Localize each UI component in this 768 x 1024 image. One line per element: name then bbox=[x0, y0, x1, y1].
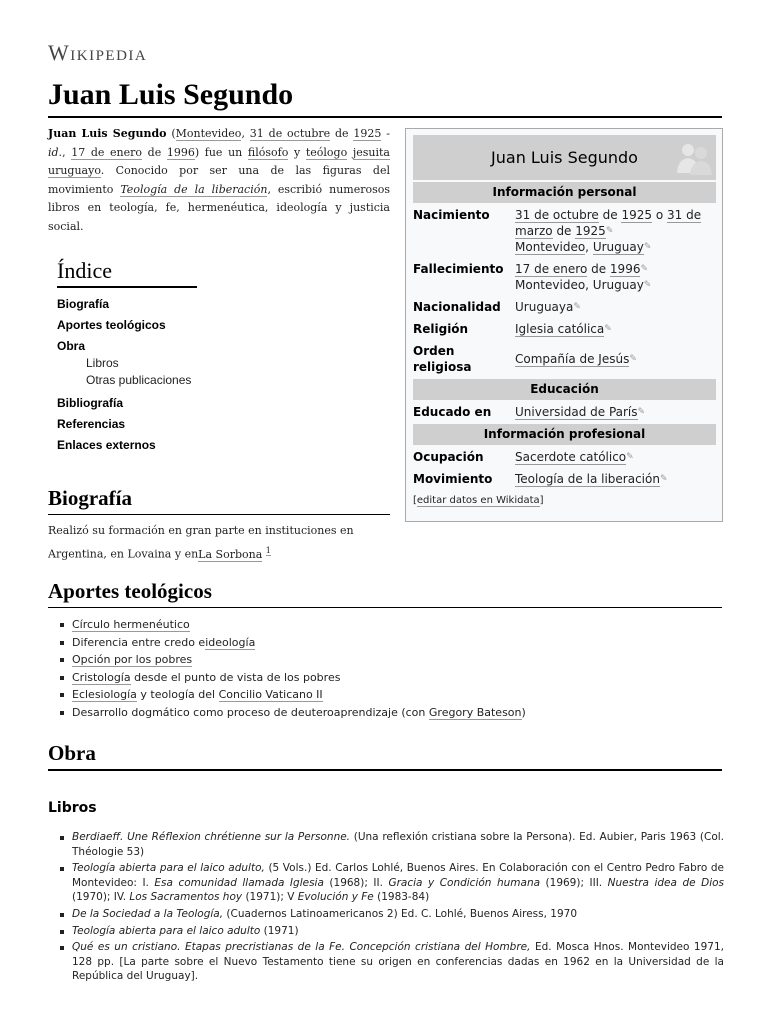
toc-item-referencias[interactable]: Referencias bbox=[57, 417, 126, 431]
biografia-paragraph: Realizó su formación en gran parte en instituciones en Argentina, en Lovaina y enLa Sorbona $^1$ bbox=[48, 524, 354, 561]
person-silhouette-icon bbox=[674, 137, 714, 177]
infobox-row-fallecimiento: Fallecimiento 17 de enero de 1996✎ Montevideo, Uruguay✎ bbox=[413, 262, 652, 292]
toc-item-enlaces[interactable]: Enlaces externos bbox=[57, 438, 156, 452]
link-filosofo[interactable]: filósofo bbox=[247, 145, 289, 159]
edit-pencil-icon[interactable]: ✎ bbox=[629, 354, 637, 364]
aportes-list bbox=[60, 616, 720, 722]
list-item: De la Sociedad a la Teología, (Cuadernos Latinoamericanos 2) Ed. C. Lohlé, Buenos Airess, 1970 bbox=[60, 907, 724, 922]
link-death-year[interactable]: 1996 bbox=[166, 145, 195, 159]
list-item: Teología abierta para el laico adulto (1971) bbox=[60, 924, 724, 939]
toc-title: Índice bbox=[57, 258, 197, 288]
infobox-section-personal: Información personal bbox=[413, 182, 716, 203]
list-item: Opción por los pobres bbox=[60, 651, 720, 669]
link-teologo[interactable]: teólogo bbox=[305, 145, 348, 159]
edit-pencil-icon[interactable]: ✎ bbox=[626, 452, 634, 462]
edit-pencil-icon[interactable]: ✎ bbox=[643, 280, 652, 290]
edit-pencil-icon[interactable]: ✎ bbox=[640, 264, 649, 274]
infobox-row-religion: Religión Iglesia católica✎ bbox=[413, 322, 612, 336]
link-jesuita[interactable]: jesuita bbox=[352, 145, 390, 159]
link-uruguayo[interactable]: uruguayo bbox=[48, 164, 101, 177]
toc-item-otras-publicaciones[interactable]: Otras publicaciones bbox=[86, 373, 192, 387]
intro-paragraph: Juan Luis Segundo (Montevideo, 31 de octubre de 1925 - id., 17 de enero de 1996) fue un filósofo y teólogo jesuita uruguayo. Conocido por ser una de las figuras del movimiento Teología de la liberación, escribió numerosos libros en teología, fe, hermenéutica, ideología y justicia social. bbox=[48, 127, 391, 233]
infobox-row-movimiento: Movimiento Teología de la liberación✎ bbox=[413, 472, 668, 486]
infobox-title: Juan Luis Segundo bbox=[491, 148, 638, 167]
link-birth-year[interactable]: 1925 bbox=[353, 127, 382, 140]
page-title: Juan Luis Segundo bbox=[48, 78, 722, 118]
edit-pencil-icon[interactable]: ✎ bbox=[604, 324, 612, 334]
libros-list bbox=[60, 830, 724, 986]
infobox bbox=[405, 128, 723, 522]
toc-item-libros[interactable]: Libros bbox=[86, 356, 119, 370]
edit-pencil-icon[interactable]: ✎ bbox=[573, 302, 581, 312]
list-item: Diferencia entre credo eideología bbox=[60, 634, 720, 652]
infobox-section-education: Educación bbox=[413, 379, 716, 400]
reference-link[interactable]: 1 bbox=[265, 546, 271, 555]
subject-name: Juan Luis Segundo bbox=[48, 127, 167, 140]
edit-pencil-icon[interactable]: ✎ bbox=[605, 226, 614, 236]
list-item: Eclesiología y teología del Concilio Vaticano II bbox=[60, 686, 720, 704]
wikidata-edit-link[interactable]: [editar datos en Wikidata] bbox=[413, 495, 544, 506]
edit-pencil-icon[interactable]: ✎ bbox=[643, 242, 652, 252]
list-item: Teología abierta para el laico adulto, (5 Vols.) Ed. Carlos Lohlé, Buenos Aires. En Colaboración con el Centro Pedro Fabro de Montevideo: I. Esa comunidad llamada Iglesia (1968); II. Gracia y Condición humana (1969); III. Nuestra idea de Dios (1970); IV. Los Sacramentos hoy (1971); V Evolución y Fe (1983-84) bbox=[60, 861, 724, 905]
wikipedia-logo[interactable]: Wikipedia bbox=[48, 40, 148, 65]
toc-item-biografia[interactable]: Biografía bbox=[57, 297, 110, 311]
link-birth-date[interactable]: 31 de octubre bbox=[249, 127, 331, 140]
infobox-row-ocupacion: Ocupación Sacerdote católico✎ bbox=[413, 450, 634, 464]
toc-item-obra[interactable]: Obra bbox=[57, 339, 86, 353]
list-item: Qué es un cristiano. Etapas precristianas de la Fe. Concepción cristiana del Hombre, Ed. Mosca Hnos. Montevideo 1971, 128 pp. [La parte sobre el Nuevo Testamento tiene su origen en conferencias dadas en 1962 en la Universidad de la República del Uruguay]. bbox=[60, 940, 724, 984]
list-item: Desarrollo dogmático como proceso de deuteroaprendizaje (con Gregory Bateson) bbox=[60, 704, 720, 722]
infobox-row-orden: Orden religiosa Compañía de Jesús✎ bbox=[413, 344, 637, 374]
heading-biografia: Biografía bbox=[48, 486, 390, 515]
heading-aportes: Aportes teológicos bbox=[48, 579, 722, 608]
heading-libros: Libros bbox=[48, 800, 97, 816]
link-montevideo[interactable]: Montevideo bbox=[175, 127, 242, 140]
list-item: Círculo hermenéutico bbox=[60, 616, 720, 634]
list-item: Cristología desde el punto de vista de los pobres bbox=[60, 669, 720, 687]
link-death-date[interactable]: 17 de enero bbox=[71, 145, 143, 159]
link-teologia-liberacion[interactable]: Teología de la liberación bbox=[120, 182, 268, 196]
list-item: Berdiaeff. Une Réflexion chrétienne sur la Personne. (Una reflexión cristiana sobre la Persona). Ed. Aubier, Paris 1963 (Col. Théologie 53) bbox=[60, 830, 724, 859]
toc-item-aportes[interactable]: Aportes teológicos bbox=[57, 318, 166, 332]
edit-pencil-icon[interactable]: ✎ bbox=[637, 407, 646, 417]
infobox-section-professional: Información profesional bbox=[413, 424, 716, 445]
infobox-row-nacimiento: Nacimiento 31 de octubre de 1925 o 31 de marzo de 1925✎ Montevideo, Uruguay✎ bbox=[413, 208, 702, 254]
table-of-contents bbox=[57, 258, 217, 458]
link-la-sorbona[interactable]: La Sorbona bbox=[198, 547, 263, 561]
heading-obra: Obra bbox=[48, 741, 722, 771]
infobox-header bbox=[413, 135, 716, 180]
infobox-row-nacionalidad: Nacionalidad Uruguaya✎ bbox=[413, 300, 581, 314]
infobox-row-educado: Educado en Universidad de París✎ bbox=[413, 405, 646, 419]
toc-item-bibliografia[interactable]: Bibliografía bbox=[57, 396, 124, 410]
edit-pencil-icon[interactable]: ✎ bbox=[659, 474, 668, 484]
